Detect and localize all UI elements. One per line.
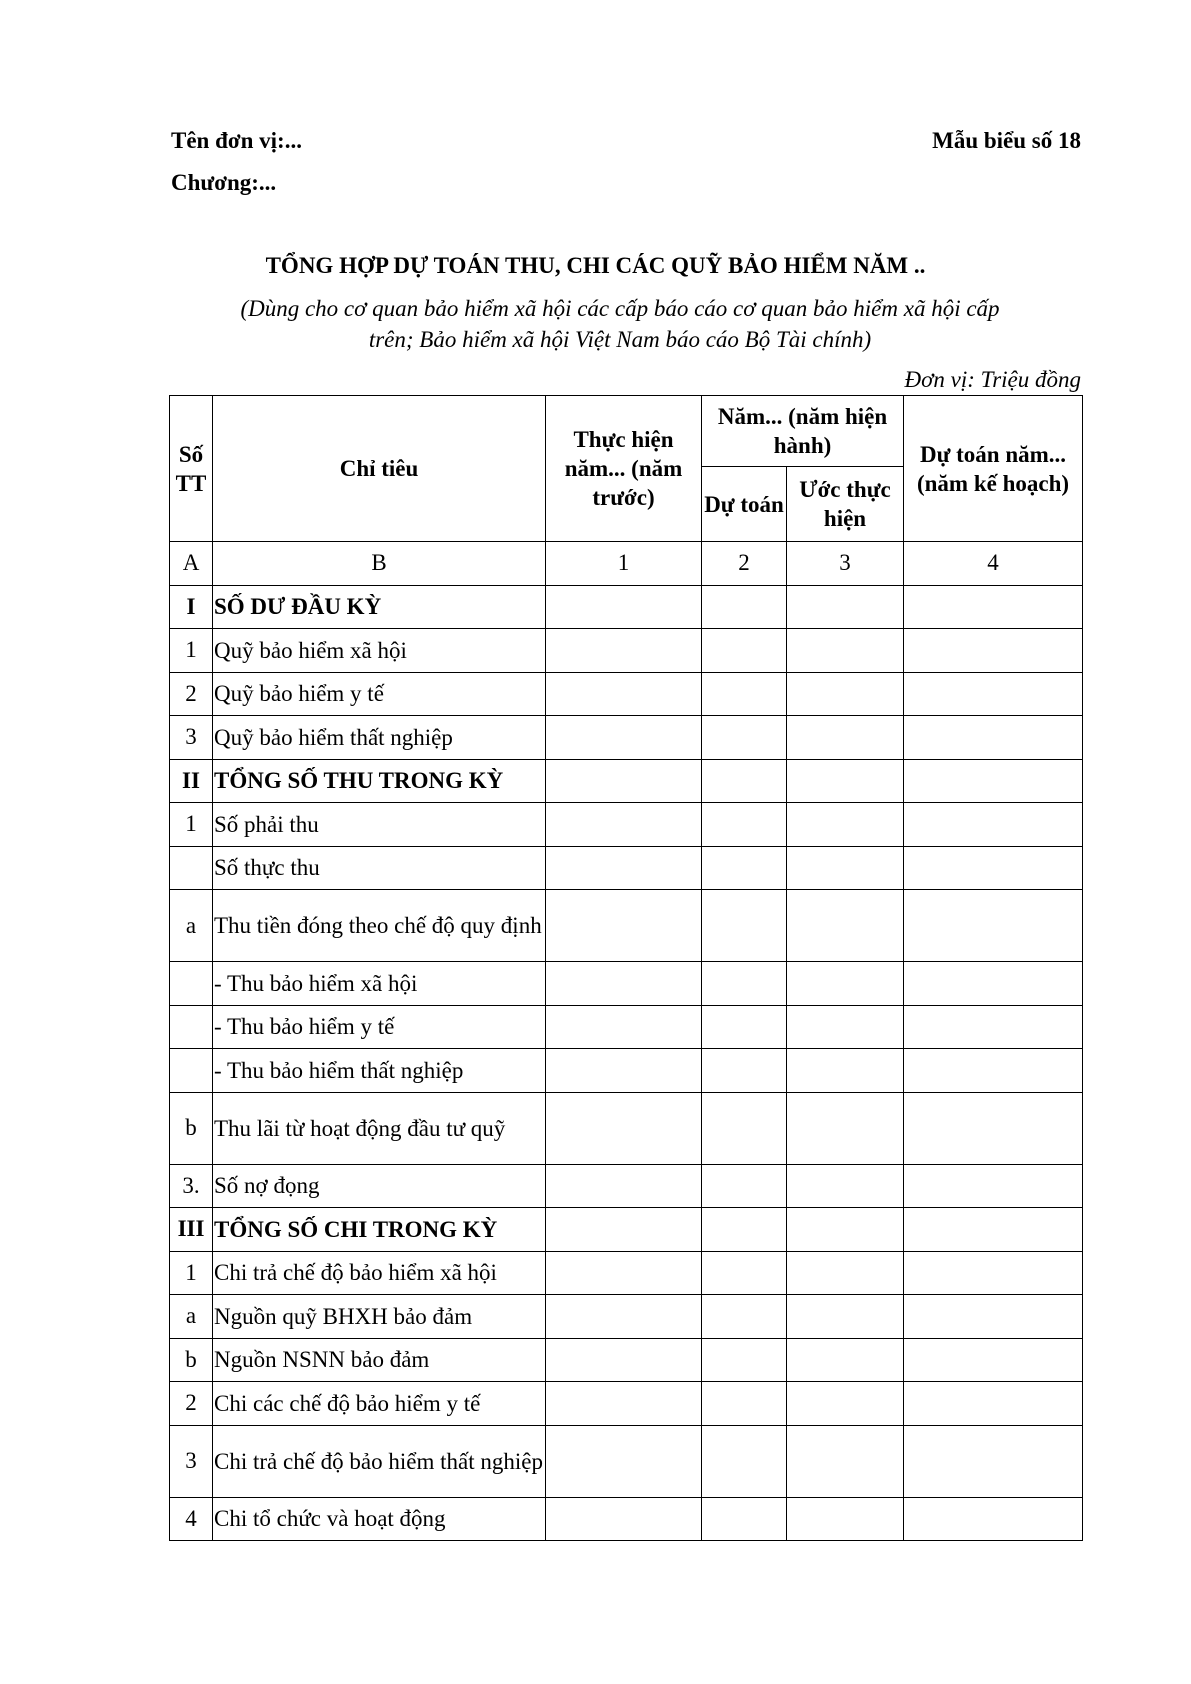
- header-current-budget: Dự toán: [702, 467, 787, 542]
- row-stt: II: [170, 759, 213, 803]
- row-stt: [170, 1049, 213, 1093]
- value-cell: [546, 1049, 702, 1093]
- value-cell: [546, 1382, 702, 1426]
- table-row: [170, 803, 1083, 847]
- value-cell: [546, 585, 702, 629]
- row-label: Thu tiền đóng theo chế độ quy định: [213, 890, 546, 962]
- header-indicator: Chỉ tiêu: [213, 396, 546, 542]
- value-cell: [546, 716, 702, 760]
- value-cell: [546, 1425, 702, 1497]
- value-cell: [787, 1338, 904, 1382]
- value-cell: [702, 1338, 787, 1382]
- row-stt: [170, 962, 213, 1006]
- value-cell: [546, 1208, 702, 1252]
- row-label: SỐ DƯ ĐẦU KỲ: [213, 585, 546, 629]
- value-cell: [787, 759, 904, 803]
- row-stt: 1: [170, 629, 213, 673]
- value-cell: [702, 716, 787, 760]
- code-cell: A: [170, 542, 213, 586]
- value-cell: [787, 672, 904, 716]
- table-row: [170, 1049, 1083, 1093]
- value-cell: [546, 803, 702, 847]
- row-label: Chi trả chế độ bảo hiểm xã hội: [213, 1251, 546, 1295]
- value-cell: [702, 759, 787, 803]
- row-stt: 1: [170, 803, 213, 847]
- value-cell: [702, 1208, 787, 1252]
- row-stt: 2: [170, 672, 213, 716]
- header-previous-year: Thực hiện năm... (năm trước): [546, 396, 702, 542]
- value-cell: [904, 759, 1083, 803]
- form-number: Mẫu biểu số 18: [932, 128, 1081, 153]
- value-cell: [904, 890, 1083, 962]
- code-cell: 2: [702, 542, 787, 586]
- row-label: Nguồn quỹ BHXH bảo đảm: [213, 1295, 546, 1339]
- table-row: [170, 962, 1083, 1006]
- row-stt: [170, 1005, 213, 1049]
- row-stt: III: [170, 1208, 213, 1252]
- subtitle-line-1: (Dùng cho cơ quan bảo hiểm xã hội các cấp báo cáo cơ quan bảo hiểm xã hội cấp: [240, 296, 1000, 321]
- value-cell: [904, 1382, 1083, 1426]
- value-cell: [702, 1005, 787, 1049]
- value-cell: [702, 1425, 787, 1497]
- value-cell: [787, 629, 904, 673]
- row-stt: 3.: [170, 1164, 213, 1208]
- value-cell: [546, 629, 702, 673]
- document-subtitle: [180, 293, 1060, 355]
- value-cell: [702, 890, 787, 962]
- row-label: Số nợ đọng: [213, 1164, 546, 1208]
- header-stt: Số TT: [170, 396, 213, 542]
- row-stt: 3: [170, 716, 213, 760]
- value-cell: [702, 1295, 787, 1339]
- value-cell: [702, 962, 787, 1006]
- table-row: [170, 585, 1083, 629]
- header-plan-year: Dự toán năm... (năm kế hoạch): [904, 396, 1083, 542]
- value-cell: [702, 1497, 787, 1541]
- subtitle-line-2: trên; Bảo hiểm xã hội Việt Nam báo cáo Bộ Tài chính): [368, 327, 872, 352]
- value-cell: [904, 1049, 1083, 1093]
- row-stt: I: [170, 585, 213, 629]
- value-cell: [702, 672, 787, 716]
- value-cell: [904, 1251, 1083, 1295]
- value-cell: [904, 1497, 1083, 1541]
- table-row: [170, 629, 1083, 673]
- value-cell: [787, 1497, 904, 1541]
- value-cell: [702, 1251, 787, 1295]
- table-row: [170, 1164, 1083, 1208]
- table-row: [170, 1338, 1083, 1382]
- row-stt: 4: [170, 1497, 213, 1541]
- value-cell: [904, 585, 1083, 629]
- value-cell: [702, 585, 787, 629]
- value-cell: [702, 1382, 787, 1426]
- table-row: [170, 890, 1083, 962]
- value-cell: [546, 846, 702, 890]
- code-cell: 1: [546, 542, 702, 586]
- value-cell: [787, 1425, 904, 1497]
- table-row: [170, 846, 1083, 890]
- table-row: [170, 1092, 1083, 1164]
- value-cell: [787, 1251, 904, 1295]
- value-cell: [787, 962, 904, 1006]
- value-cell: [904, 1295, 1083, 1339]
- value-cell: [702, 1164, 787, 1208]
- value-cell: [546, 1497, 702, 1541]
- row-label: - Thu bảo hiểm xã hội: [213, 962, 546, 1006]
- row-stt: 2: [170, 1382, 213, 1426]
- row-label: Số phải thu: [213, 803, 546, 847]
- value-cell: [702, 1049, 787, 1093]
- table-row: [170, 1005, 1083, 1049]
- table-body: [170, 542, 1083, 1541]
- value-cell: [904, 1208, 1083, 1252]
- table-row: [170, 1425, 1083, 1497]
- value-cell: [904, 1005, 1083, 1049]
- value-cell: [904, 672, 1083, 716]
- budget-table: [169, 395, 1083, 1541]
- row-label: TỔNG SỐ THU TRONG KỲ: [213, 759, 546, 803]
- value-cell: [787, 1208, 904, 1252]
- row-label: Nguồn NSNN bảo đảm: [213, 1338, 546, 1382]
- row-label: Quỹ bảo hiểm thất nghiệp: [213, 716, 546, 760]
- row-stt: a: [170, 890, 213, 962]
- row-label: TỔNG SỐ CHI TRONG KỲ: [213, 1208, 546, 1252]
- row-label: Chi tổ chức và hoạt động: [213, 1497, 546, 1541]
- table-row: [170, 759, 1083, 803]
- value-cell: [546, 1092, 702, 1164]
- value-cell: [546, 672, 702, 716]
- row-label: - Thu bảo hiểm y tế: [213, 1005, 546, 1049]
- row-stt: a: [170, 1295, 213, 1339]
- row-label: Số thực thu: [213, 846, 546, 890]
- value-cell: [904, 629, 1083, 673]
- code-cell: B: [213, 542, 546, 586]
- value-cell: [904, 1092, 1083, 1164]
- value-cell: [787, 803, 904, 847]
- value-cell: [787, 1164, 904, 1208]
- value-cell: [904, 846, 1083, 890]
- value-cell: [546, 1251, 702, 1295]
- value-cell: [702, 846, 787, 890]
- value-cell: [787, 1049, 904, 1093]
- column-code-row: [170, 542, 1083, 586]
- value-cell: [904, 803, 1083, 847]
- value-cell: [787, 1005, 904, 1049]
- value-cell: [904, 1164, 1083, 1208]
- value-cell: [787, 890, 904, 962]
- value-cell: [787, 585, 904, 629]
- row-stt: [170, 846, 213, 890]
- table-row: [170, 1497, 1083, 1541]
- header-current-year: Năm... (năm hiện hành): [702, 396, 904, 467]
- row-label: Quỹ bảo hiểm y tế: [213, 672, 546, 716]
- value-cell: [546, 1338, 702, 1382]
- value-cell: [546, 962, 702, 1006]
- value-cell: [787, 846, 904, 890]
- value-cell: [787, 1295, 904, 1339]
- row-label: Thu lãi từ hoạt động đầu tư quỹ: [213, 1092, 546, 1164]
- document-title: TỔNG HỢP DỰ TOÁN THU, CHI CÁC QUỸ BẢO HIỂM NĂM ..: [265, 253, 926, 278]
- value-cell: [546, 890, 702, 962]
- value-cell: [546, 1295, 702, 1339]
- value-cell: [904, 716, 1083, 760]
- row-label: Chi các chế độ bảo hiểm y tế: [213, 1382, 546, 1426]
- value-cell: [787, 1092, 904, 1164]
- table-row: [170, 1208, 1083, 1252]
- row-label: Chi trả chế độ bảo hiểm thất nghiệp: [213, 1425, 546, 1497]
- value-cell: [546, 1164, 702, 1208]
- code-cell: 3: [787, 542, 904, 586]
- unit-name-label: Tên đơn vị:...: [171, 128, 302, 153]
- code-cell: 4: [904, 542, 1083, 586]
- row-label: - Thu bảo hiểm thất nghiệp: [213, 1049, 546, 1093]
- table-row: [170, 716, 1083, 760]
- table-row: [170, 1295, 1083, 1339]
- row-stt: b: [170, 1092, 213, 1164]
- value-cell: [787, 1382, 904, 1426]
- value-cell: [787, 716, 904, 760]
- row-stt: 1: [170, 1251, 213, 1295]
- row-stt: b: [170, 1338, 213, 1382]
- value-cell: [702, 1092, 787, 1164]
- value-cell: [904, 962, 1083, 1006]
- value-cell: [702, 629, 787, 673]
- table-row: [170, 672, 1083, 716]
- chapter-label: Chương:...: [171, 170, 277, 195]
- row-label: Quỹ bảo hiểm xã hội: [213, 629, 546, 673]
- value-cell: [546, 1005, 702, 1049]
- value-cell: [546, 759, 702, 803]
- currency-unit: Đơn vị: Triệu đồng: [904, 367, 1081, 392]
- value-cell: [904, 1425, 1083, 1497]
- header-current-estimate: Ước thực hiện: [787, 467, 904, 542]
- value-cell: [904, 1338, 1083, 1382]
- table-row: [170, 1382, 1083, 1426]
- row-stt: 3: [170, 1425, 213, 1497]
- table-row: [170, 1251, 1083, 1295]
- value-cell: [702, 803, 787, 847]
